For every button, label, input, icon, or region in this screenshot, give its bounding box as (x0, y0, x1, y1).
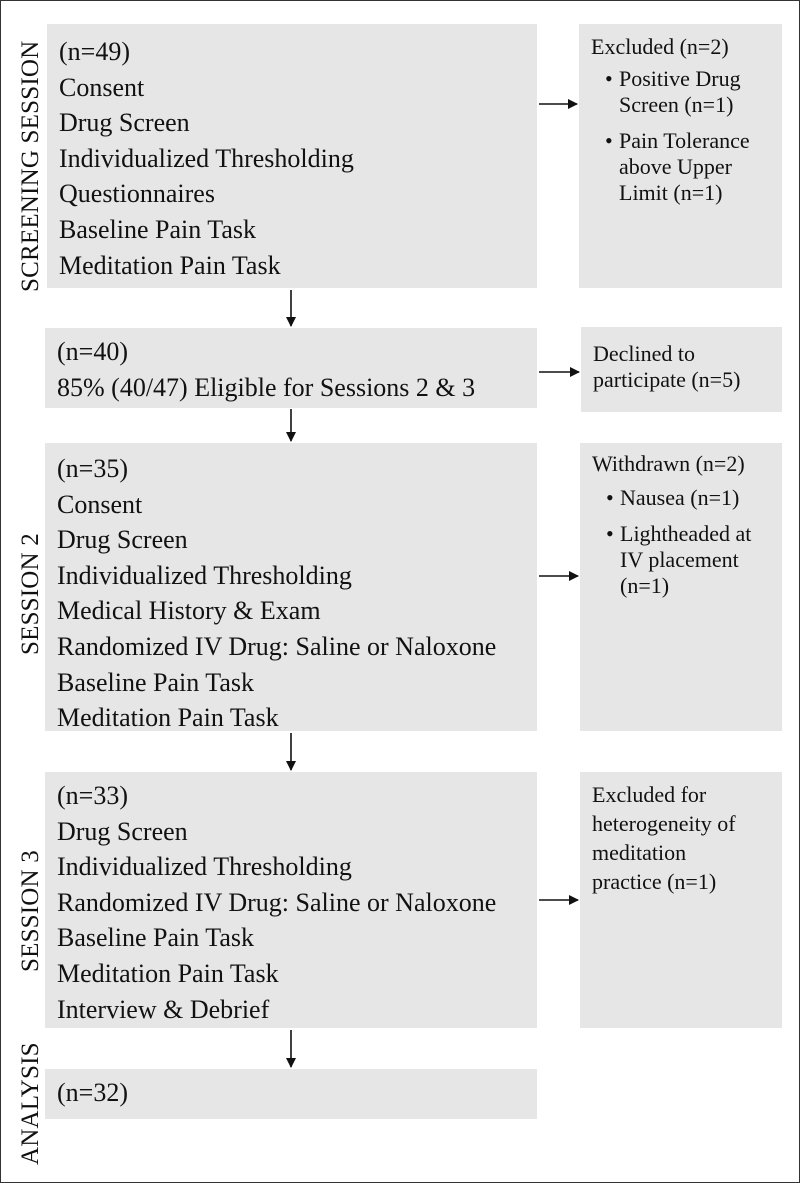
withdrawn-lightheaded: Lightheaded at IV placement (n=1) (620, 521, 752, 598)
label-session-2: SESSION 2 (17, 533, 44, 655)
label-session-3: SESSION 3 (17, 850, 44, 972)
analysis-n: (n=32) (57, 1078, 128, 1107)
withdrawn-title: Withdrawn (n=2) (592, 451, 745, 476)
s3-meditation-pain: Meditation Pain Task (57, 958, 279, 988)
s2-n: (n=35) (57, 454, 128, 483)
s2-medical-history: Medical History & Exam (57, 596, 321, 626)
label-screening-session: SCREENING SESSION (17, 40, 44, 292)
excluded-title: Excluded (n=2) (591, 34, 729, 59)
s2-randomized-iv: Randomized IV Drug: Saline or Naloxone (57, 631, 497, 661)
bullet-dot: • (606, 521, 614, 546)
label-analysis: ANALYSIS (17, 1042, 44, 1165)
s3-randomized-iv: Randomized IV Drug: Saline or Naloxone (57, 887, 497, 917)
bullet-dot: • (606, 485, 614, 510)
screening-meditation-pain: Meditation Pain Task (59, 250, 281, 280)
excluded-drug-screen: Positive Drug Screen (n=1) (619, 66, 741, 117)
s3-n: (n=33) (57, 781, 128, 810)
screening-thresholding: Individualized Thresholding (59, 143, 354, 173)
excluded-pain-tolerance: Pain Tolerance above Upper Limit (n=1) (619, 128, 750, 205)
screening-baseline-pain: Baseline Pain Task (59, 214, 257, 244)
s2-consent: Consent (57, 489, 143, 519)
eligible-text: 85% (40/47) Eligible for Sessions 2 & 3 (57, 372, 476, 402)
s2-baseline-pain: Baseline Pain Task (57, 667, 255, 697)
s3-baseline-pain: Baseline Pain Task (57, 923, 255, 953)
s2-drug-screen: Drug Screen (57, 525, 188, 555)
declined-text: Declined to participate (n=5) (593, 341, 741, 392)
bullet-dot: • (605, 66, 613, 91)
s3-thresholding: Individualized Thresholding (57, 852, 352, 882)
screening-questionnaires: Questionnaires (59, 179, 215, 209)
s3-interview: Interview & Debrief (57, 994, 270, 1024)
eligible-n: (n=40) (57, 337, 128, 366)
screening-n: (n=49) (59, 37, 130, 66)
screening-drug-screen: Drug Screen (59, 108, 190, 138)
bullet-dot: • (605, 128, 613, 153)
s2-meditation-pain: Meditation Pain Task (57, 703, 279, 733)
screening-consent: Consent (59, 72, 145, 102)
s2-thresholding: Individualized Thresholding (57, 560, 352, 590)
withdrawn-nausea: Nausea (n=1) (620, 485, 740, 510)
excluded-heterogeneity-text: Excluded for heterogeneity of meditation practice (n=1) (592, 782, 736, 894)
s3-drug-screen: Drug Screen (57, 816, 188, 846)
